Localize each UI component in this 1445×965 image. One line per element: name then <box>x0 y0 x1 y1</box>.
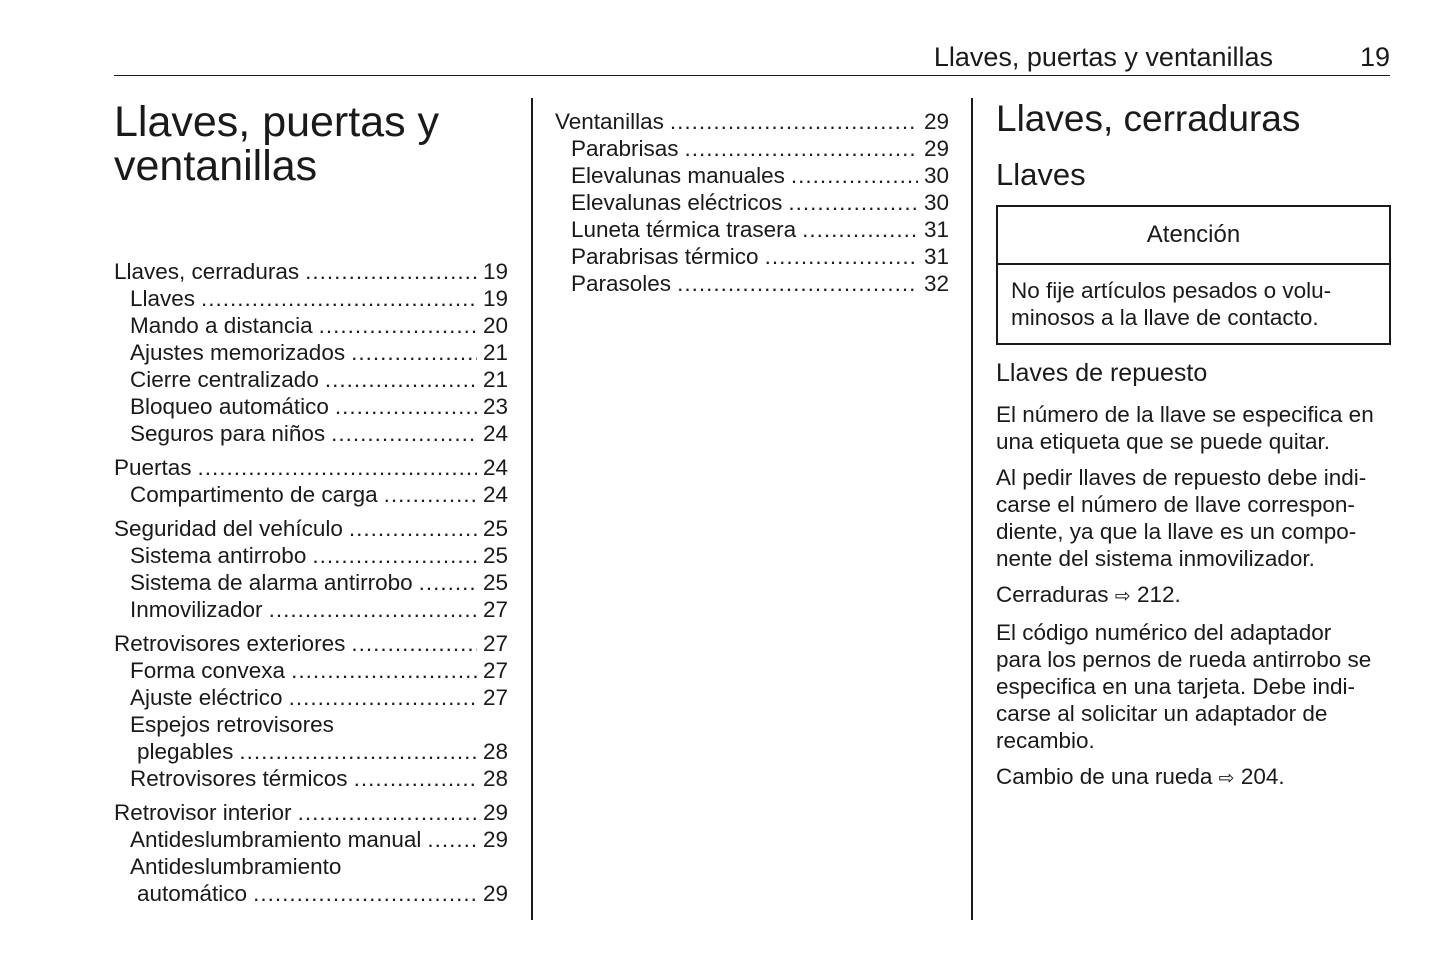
toc-entry-ajustes-memorizados[interactable] <box>114 339 508 366</box>
toc-label: Elevalunas manuales <box>571 163 785 188</box>
toc-label: Ajustes memorizados <box>130 340 346 365</box>
toc-page: 29 <box>923 109 949 134</box>
toc-label: Parabrisas <box>571 136 679 161</box>
toc-leader <box>312 542 477 569</box>
toc-entry-llaves[interactable] <box>114 285 508 312</box>
page-number: 19 <box>1359 42 1390 72</box>
xref-arrow-icon: ⇨ <box>1218 768 1235 789</box>
toc-page: 25 <box>482 516 508 541</box>
paragraph-line: para los pernos de rueda antirrobo se <box>996 647 1372 672</box>
toc-leader <box>802 216 918 243</box>
table-of-contents-continued <box>555 108 949 297</box>
chapter-title <box>114 100 514 188</box>
toc-leader <box>239 738 477 765</box>
notice-line: minosos a la llave de contacto. <box>1011 305 1319 330</box>
toc-leader <box>685 135 918 162</box>
toc-page: 19 <box>482 259 508 284</box>
toc-page: 29 <box>482 800 508 825</box>
toc-label: Forma convexa <box>130 658 286 683</box>
paragraph-line: nente del sistema inmovilizador. <box>996 546 1315 571</box>
cross-reference[interactable] <box>996 763 1391 792</box>
column-divider <box>971 98 973 920</box>
toc-leader <box>791 162 918 189</box>
toc-entry-antideslumbramiento-manual[interactable] <box>114 826 508 853</box>
toc-leader <box>291 657 477 684</box>
toc-label: Ajuste eléctrico <box>130 685 283 710</box>
toc-label: Mando a distancia <box>130 313 313 338</box>
toc-leader <box>325 366 477 393</box>
paragraph <box>996 619 1391 754</box>
header-rule <box>114 75 1390 76</box>
toc-entry-llaves-cerraduras[interactable] <box>114 258 508 285</box>
toc-entry-retrovisores-exteriores[interactable] <box>114 630 508 657</box>
toc-entry-forma-convexa[interactable] <box>114 657 508 684</box>
toc-entry-compartimento-de-carga[interactable] <box>114 481 508 508</box>
toc-entry-ajuste-electrico[interactable] <box>114 684 508 711</box>
toc-page: 29 <box>923 136 949 161</box>
toc-leader <box>670 108 918 135</box>
toc-entry-label-line[interactable]: Espejos retrovisores <box>130 712 334 737</box>
cross-reference[interactable] <box>996 581 1391 610</box>
toc-page: 29 <box>482 827 508 852</box>
toc-entry-mando-a-distancia[interactable] <box>114 312 508 339</box>
toc-entry-bloqueo-automatico[interactable] <box>114 393 508 420</box>
toc-leader <box>384 481 477 508</box>
toc-label: Compartimento de carga <box>130 482 378 507</box>
running-header-title: Llaves, puertas y ventanillas <box>933 42 1273 72</box>
toc-label: Puertas <box>114 455 192 480</box>
toc-label: Seguros para niños <box>130 421 326 446</box>
xref-arrow-icon: ⇨ <box>1114 586 1131 607</box>
toc-entry-parasoles[interactable] <box>555 270 949 297</box>
paragraph-line: Al pedir llaves de repuesto debe indi- <box>996 465 1367 490</box>
column-divider <box>531 98 533 920</box>
toc-page: 24 <box>482 482 508 507</box>
toc-label: Retrovisores térmicos <box>130 766 348 791</box>
notice-title: Atención <box>998 207 1389 265</box>
chapter-title-line: ventanillas <box>114 142 318 190</box>
xref-page: 204. <box>1240 764 1285 789</box>
toc-label: Sistema de alarma antirrobo <box>130 570 413 595</box>
table-of-contents <box>114 258 508 907</box>
toc-page: 23 <box>482 394 508 419</box>
toc-page: 27 <box>482 597 508 622</box>
toc-page: 21 <box>482 340 508 365</box>
toc-label: Inmovilizador <box>130 597 263 622</box>
toc-page: 20 <box>482 313 508 338</box>
paragraph-line: especifica en una tarjeta. Debe indi- <box>996 674 1355 699</box>
toc-entry-inmovilizador[interactable] <box>114 596 508 623</box>
toc-entry-luneta-termica-trasera[interactable] <box>555 216 949 243</box>
toc-entry-ventanillas[interactable] <box>555 108 949 135</box>
toc-entry-espejos-retrovisores-plegables[interactable] <box>114 738 508 765</box>
toc-leader <box>335 393 477 420</box>
toc-leader <box>198 454 477 481</box>
toc-entry-cierre-centralizado[interactable] <box>114 366 508 393</box>
section-subtitle: Llaves <box>996 157 1086 192</box>
toc-page: 29 <box>482 881 508 906</box>
attention-notice <box>996 205 1391 345</box>
toc-entry-parabrisas-termico[interactable] <box>555 243 949 270</box>
toc-entry-elevalunas-manuales[interactable] <box>555 162 949 189</box>
toc-entry-retrovisor-interior[interactable] <box>114 799 508 826</box>
toc-page: 30 <box>923 163 949 188</box>
toc-entry-label-line[interactable]: Antideslumbramiento <box>130 854 342 879</box>
toc-leader <box>319 312 477 339</box>
toc-page: 28 <box>482 766 508 791</box>
toc-label: Parabrisas térmico <box>571 244 759 269</box>
toc-leader <box>351 630 477 657</box>
toc-leader <box>354 765 477 792</box>
toc-label: plegables <box>137 739 234 764</box>
toc-page: 21 <box>482 367 508 392</box>
toc-leader <box>298 799 477 826</box>
toc-entry-seguridad-del-vehiculo[interactable] <box>114 515 508 542</box>
toc-leader <box>427 826 477 853</box>
toc-page: 24 <box>482 421 508 446</box>
toc-entry-elevalunas-electricos[interactable] <box>555 189 949 216</box>
toc-entry-sistema-de-alarma-antirrobo[interactable] <box>114 569 508 596</box>
toc-leader <box>253 880 477 907</box>
toc-label: Cierre centralizado <box>130 367 319 392</box>
toc-page: 27 <box>482 658 508 683</box>
paragraph-line: El código numérico del adaptador <box>996 620 1332 645</box>
toc-label: Sistema antirrobo <box>130 543 307 568</box>
toc-page: 31 <box>923 217 949 242</box>
toc-page: 24 <box>482 455 508 480</box>
toc-label: Elevalunas eléctricos <box>571 190 783 215</box>
toc-leader <box>305 258 477 285</box>
notice-line: No fije artículos pesados o volu- <box>1011 278 1332 303</box>
paragraph <box>996 464 1391 572</box>
toc-entry-parabrisas[interactable] <box>555 135 949 162</box>
toc-label: Bloqueo automático <box>130 394 329 419</box>
paragraph-line: diente, ya que la llave es un compo- <box>996 519 1357 544</box>
section-title: Llaves, cerraduras <box>996 98 1301 139</box>
toc-label: Ventanillas <box>555 109 664 134</box>
toc-leader <box>201 285 477 312</box>
toc-entry-antideslumbramiento-automatico[interactable] <box>114 880 508 907</box>
toc-label: Luneta térmica trasera <box>571 217 797 242</box>
paragraph-line: una etiqueta que se puede quitar. <box>996 429 1331 454</box>
toc-leader <box>351 339 477 366</box>
toc-entry-puertas[interactable] <box>114 454 508 481</box>
toc-label: Llaves, cerraduras <box>114 259 300 284</box>
paragraph-line: recambio. <box>996 728 1095 753</box>
toc-label: Llaves <box>130 286 196 311</box>
toc-page: 25 <box>482 570 508 595</box>
toc-entry-seguros-para-ninos[interactable] <box>114 420 508 447</box>
toc-page: 28 <box>482 739 508 764</box>
toc-label: Seguridad del vehículo <box>114 516 343 541</box>
toc-page: 32 <box>923 271 949 296</box>
chapter-title-line: Llaves, puertas y <box>114 98 440 146</box>
toc-page: 30 <box>923 190 949 215</box>
toc-page: 19 <box>482 286 508 311</box>
toc-label: Retrovisores exteriores <box>114 631 346 656</box>
toc-leader <box>419 569 477 596</box>
toc-label: Parasoles <box>571 271 672 296</box>
toc-entry-retrovisores-termicos[interactable] <box>114 765 508 792</box>
xref-text: Cambio de una rueda <box>996 764 1213 789</box>
toc-leader <box>269 596 477 623</box>
toc-page: 25 <box>482 543 508 568</box>
notice-body <box>998 265 1389 343</box>
toc-leader <box>349 515 477 542</box>
toc-label: Retrovisor interior <box>114 800 292 825</box>
paragraph <box>996 401 1391 455</box>
paragraph-line: El número de la llave se especifica en <box>996 402 1374 427</box>
toc-entry-sistema-antirrobo[interactable] <box>114 542 508 569</box>
toc-leader <box>677 270 918 297</box>
paragraph-line: carse el número de llave correspon- <box>996 492 1355 517</box>
toc-leader <box>765 243 918 270</box>
toc-label: automático <box>137 881 248 906</box>
toc-page: 27 <box>482 631 508 656</box>
toc-page: 31 <box>923 244 949 269</box>
toc-label: Antideslumbramiento manual <box>130 827 422 852</box>
toc-page: 27 <box>482 685 508 710</box>
paragraph-line: carse al solicitar un adaptador de <box>996 701 1328 726</box>
toc-leader <box>331 420 477 447</box>
spare-keys-heading: Llaves de repuesto <box>996 359 1208 387</box>
xref-text: Cerraduras <box>996 582 1109 607</box>
toc-leader <box>788 189 918 216</box>
xref-page: 212. <box>1137 582 1181 607</box>
toc-leader <box>289 684 477 711</box>
section-content <box>996 98 1391 792</box>
